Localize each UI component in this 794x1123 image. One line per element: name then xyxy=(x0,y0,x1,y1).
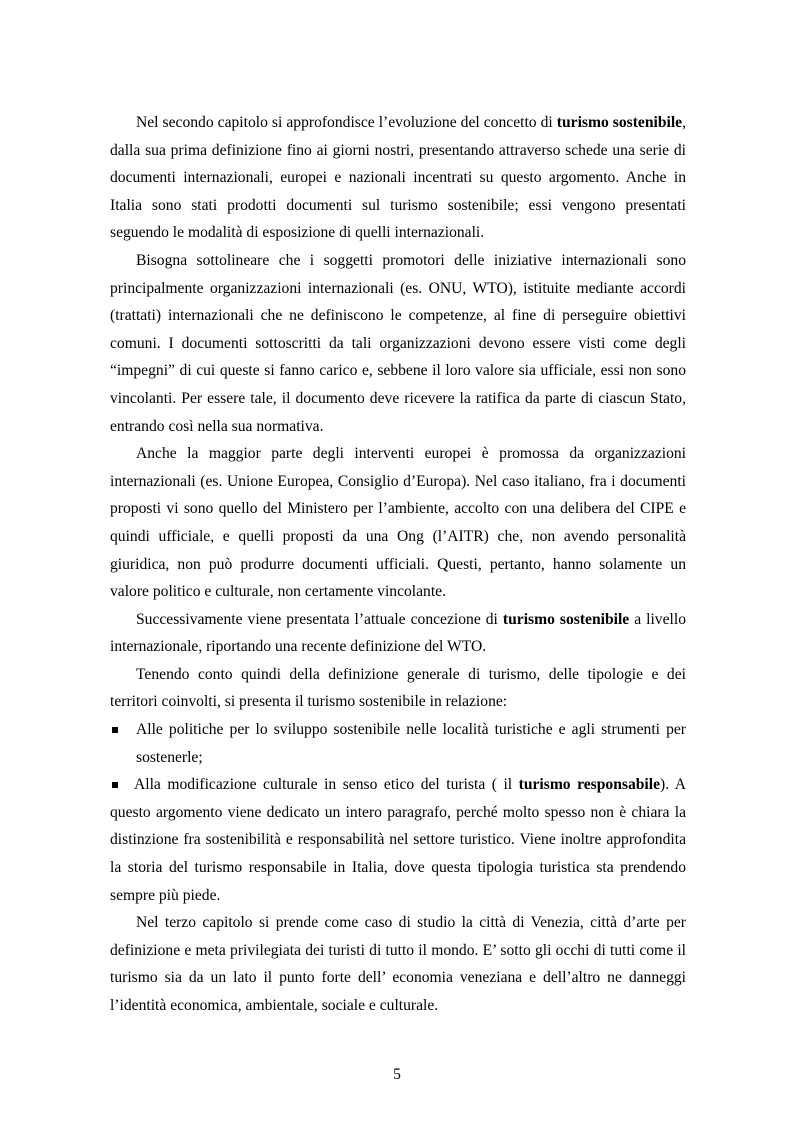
list-item xyxy=(110,716,686,771)
bold-term: turismo sostenibile xyxy=(502,610,630,628)
paragraph-chapter-three: Nel terzo capitolo si prende come caso di studio la città di Venezia, città d’arte per definizione e meta privilegiata dei turisti di tutto il mondo. E’ sotto gli occhi di tutti come il turismo sia da un lato il punto forte dell’ economia veneziana e dell’altro ne danneggi l’identità economica, ambientale, sociale e culturale. xyxy=(110,914,686,1014)
list-item-text: Alla modificazione culturale in senso etico del turista ( il xyxy=(134,776,519,794)
text-run: , dalla sua prima definizione fino ai giorni nostri, presentando attraverso schede una serie di documenti internazionali, europei e nazionali incentrati su questo argomento. Anche in Italia sono stati prodotti documenti sul turismo sostenibile; essi vengono presentati seguendo le modalità di esposizione di quelli internazionali. xyxy=(110,114,687,242)
body-text xyxy=(110,109,686,1020)
text-run: a livello internazionale, riportando una recente definizione del WTO. xyxy=(110,610,686,656)
list-item xyxy=(110,771,686,909)
paragraph-european-interventions: Anche la maggior parte degli interventi europei è promossa da organizzazioni internazionali (es. Unione Europea, Consiglio d’Europa). Nel caso italiano, fra i documenti proposti vi sono quello del Ministero per l’ambiente, accolto con una delibera del CIPE e quindi ufficiale, e quelli proposti da una Ong (l’AITR) che, non avendo personalità giuridica, non può produrre documenti ufficiali. Questi, pertanto, hanno solamente un valore politico e culturale, non certamente vincolante. xyxy=(110,445,686,601)
text-run: Nel secondo capitolo si approfondisce l’evoluzione del concetto di xyxy=(136,114,557,131)
paragraph-international-promoters: Bisogna sottolineare che i soggetti promotori delle iniziative internazionali sono principalmente organizzazioni internazionali (es. ONU, WTO), istituite mediante accordi (trattati) internazionali che ne definiscono le competenze, al fine di perseguire obiettivi comuni. I documenti sottoscritti da tali organizzazioni devono essere visti come degli “impegni” di cui queste si fanno carico e, sebbene il loro valore sia ufficiale, essi non sono vincolanti. Per essere tale, il documento deve ricevere la ratifica da parte di ciascun Stato, entrando così nella sua normativa. xyxy=(110,251,686,435)
paragraph-relation-intro: Tenendo conto quindi della definizione generale di turismo, delle tipologie e dei territori coinvolti, si presenta il turismo sostenibile in relazione: xyxy=(110,665,686,711)
bold-term: turismo responsabile xyxy=(518,776,660,794)
text-run: Successivamente viene presentata l’attuale concezione di xyxy=(136,610,503,628)
bold-term: turismo sostenibile xyxy=(556,114,683,131)
paragraph-current-concept xyxy=(110,606,686,661)
page-number: 5 xyxy=(393,1066,401,1083)
paragraph-chapter-two xyxy=(110,109,686,247)
list-item-text: Alle politiche per lo sviluppo sostenibile nelle località turistiche e agli strumenti per sostenerle; xyxy=(136,721,686,766)
list-item-text: ). A questo argomento viene dedicato un intero paragrafo, perché molto spesso non è chiara la distinzione fra sostenibilità e responsabilità nel settore turistico. Viene inoltre approfondita la storia del turismo responsabile in Italia, dove questa tipologia turistica sta prendendo sempre più piede. xyxy=(110,776,686,904)
